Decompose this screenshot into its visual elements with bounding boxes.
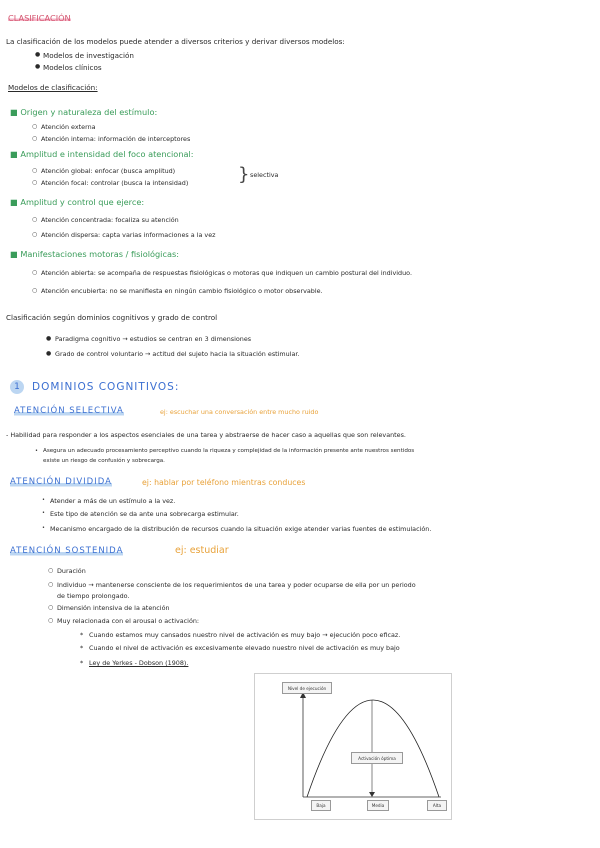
peak-arrow-head [369, 792, 375, 797]
intro-item-2: Modelos clínicos [43, 63, 102, 72]
x-tick-label: Media [367, 800, 389, 811]
bullet-icon: • [42, 525, 45, 531]
selective-example: ej: escuchar una conversación entre mucho ruido [160, 408, 319, 416]
sustained-item-4: Muy relacionada con el arousal o activación: [57, 617, 200, 625]
note-2: Cuando el nivel de activación es excesivamente elevado nuestro nivel de activación es muy bajo [89, 644, 400, 652]
bullet-icon: • [35, 448, 38, 454]
bullet-icon: ● [35, 51, 41, 58]
note-marker: * [80, 631, 84, 639]
brace-icon: } [238, 164, 250, 185]
amplitude-item-1: Atención global: enfocar (busca amplitud) [41, 167, 176, 175]
circle-bullet-icon: ○ [48, 581, 54, 588]
circle-bullet-icon: ○ [48, 617, 54, 624]
sustained-item-2b: de tiempo prolongado. [57, 592, 130, 600]
origin-heading: ■ Origen y naturaleza del estímulo: [10, 107, 158, 117]
circle-bullet-icon: ○ [32, 287, 38, 294]
divided-item-3: Mecanismo encargado de la distribución de recursos cuando la situación exige atender varias fuentes de estimulación. [50, 525, 432, 533]
brace-label: selectiva [250, 171, 279, 179]
control-item-2: Atención dispersa: capta varias informaciones a la vez [41, 231, 216, 239]
circle-bullet-icon: ○ [32, 123, 38, 130]
origin-item-1: Atención externa [41, 123, 96, 131]
amplitude-item-2: Atención focal: controlar (busca la intensidad) [41, 179, 189, 187]
bullet-icon: ● [46, 335, 52, 342]
x-tick-label: Baja [311, 800, 331, 811]
circle-bullet-icon: ○ [32, 216, 38, 223]
cognitive-item-1: Paradigma cognitivo → estudios se centran en 3 dimensiones [55, 335, 252, 343]
divided-label: ATENCIÓN DIVIDIDA [10, 477, 112, 487]
circle-bullet-icon: ○ [48, 567, 54, 574]
sustained-item-2: Individuo → mantenerse consciente de los requerimientos de una tarea y poder ocuparse de ella por un periodo [57, 581, 416, 589]
page-title: CLASIFICACIÓN [8, 13, 71, 23]
intro-item-1: Modelos de investigación [43, 51, 134, 60]
section-number: 1 [10, 380, 24, 394]
note-marker: * [80, 644, 84, 652]
sustained-label: ATENCIÓN SOSTENIDA [10, 546, 124, 556]
selective-sub-1: Asegura un adecuado procesamiento perceptivo cuando la riqueza y complejidad de la información presente ante nuestros sentidos [43, 448, 415, 454]
cognitive-heading: Clasificación según dominios cognitivos y grado de control [6, 313, 218, 322]
yerkes-dodson-chart [254, 673, 452, 820]
bullet-icon: ● [46, 350, 52, 357]
circle-bullet-icon: ○ [48, 604, 54, 611]
chart-svg [255, 674, 451, 819]
selective-label: ATENCIÓN SELECTIVA [14, 406, 124, 416]
x-tick-label: Alta [427, 800, 447, 811]
divided-item-2: Este tipo de atención se da ante una sobrecarga estimular. [50, 510, 239, 518]
sustained-item-3: Dimensión intensiva de la atención [57, 604, 170, 612]
manifest-heading: ■ Manifestaciones motoras / fisiológicas: [10, 249, 180, 259]
manifest-item-2: Atención encubierta: no se manifiesta en ningún cambio fisiológico o motor observable. [41, 287, 323, 295]
bullet-icon: • [42, 510, 45, 516]
control-heading: ■ Amplitud y control que ejerce: [10, 197, 145, 207]
cognitive-item-2: Grado de control voluntario → actitud del sujeto hacia la situación estimular. [55, 350, 300, 358]
manifest-item-1: Atención abierta: se acompaña de respuestas fisiológicas o motoras que indiquen un cambio postural del individuo. [41, 269, 412, 277]
control-item-1: Atención concentrada: focaliza su atención [41, 216, 179, 224]
circle-bullet-icon: ○ [32, 167, 38, 174]
selective-text: - Habilidad para responder a los aspectos esenciales de una tarea y abstraerse de hacer caso a aquellas que son relevantes. [6, 431, 406, 439]
circle-bullet-icon: ○ [32, 135, 38, 142]
sustained-example: ej: estudiar [175, 545, 229, 556]
performance-curve [307, 700, 439, 797]
divided-example: ej: hablar por teléfono mientras conduces [142, 478, 306, 487]
domains-heading: DOMINIOS COGNITIVOS: [32, 381, 180, 393]
ylabel-box: Nivel de ejecución [282, 682, 332, 694]
note-1: Cuando estamos muy cansados nuestro nivel de activación es muy bajo → ejecución poco eficaz. [89, 631, 401, 639]
circle-bullet-icon: ○ [32, 179, 38, 186]
circle-bullet-icon: ○ [32, 269, 38, 276]
origin-item-2: Atención interna: información de interceptores [41, 135, 191, 143]
circle-bullet-icon: ○ [32, 231, 38, 238]
criteria-heading: Modelos de clasificación: [8, 83, 98, 92]
divided-item-1: Atender a más de un estímulo a la vez. [50, 497, 176, 505]
note-3: Ley de Yerkes - Dobson (1908). [89, 659, 189, 667]
sustained-item-1: Duración [57, 567, 86, 575]
intro-text: La clasificación de los modelos puede atender a diversos criterios y derivar diversos modelos: [6, 37, 345, 46]
peak-label-box: Activación óptima [351, 752, 403, 764]
bullet-icon: • [42, 497, 45, 503]
selective-sub-2: existe un riesgo de confusión y sobrecarga. [43, 458, 165, 464]
bullet-icon: ● [35, 63, 41, 70]
note-marker: * [80, 659, 84, 667]
amplitude-heading: ■ Amplitud e intensidad del foco atencional: [10, 149, 194, 159]
